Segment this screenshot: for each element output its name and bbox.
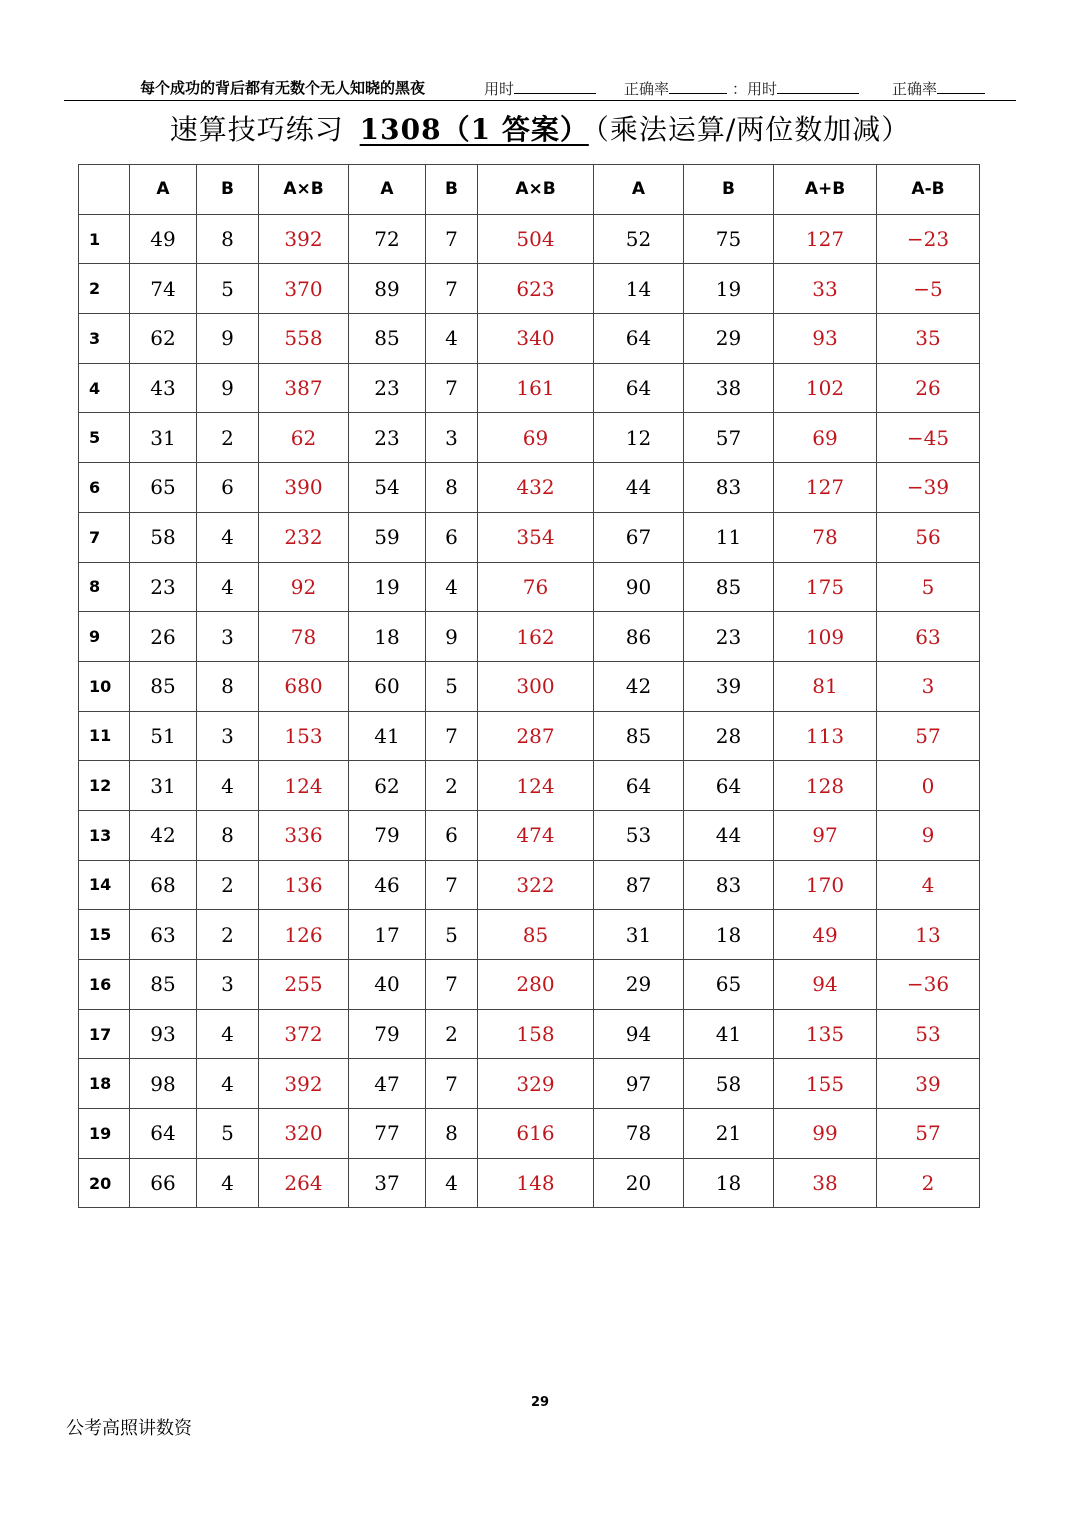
operand-cell: 12 <box>594 413 684 463</box>
operand-cell: 8 <box>197 214 259 264</box>
operand-cell: 2 <box>197 413 259 463</box>
operand-cell: 64 <box>684 761 774 811</box>
answer-cell: 126 <box>259 910 349 960</box>
row-number: 11 <box>79 711 130 761</box>
operand-cell: 89 <box>349 264 426 314</box>
operand-cell: 28 <box>684 711 774 761</box>
operand-cell: 64 <box>594 314 684 364</box>
table-body <box>79 214 980 1208</box>
operand-cell: 52 <box>594 214 684 264</box>
operand-cell: 6 <box>426 512 478 562</box>
answer-cell: 232 <box>259 512 349 562</box>
operand-cell: 53 <box>594 810 684 860</box>
answer-cell: 97 <box>774 810 877 860</box>
answer-cell: 127 <box>774 463 877 513</box>
answer-cell: 49 <box>774 910 877 960</box>
answer-cell: 432 <box>478 463 594 513</box>
operand-cell: 9 <box>197 363 259 413</box>
answer-cell: 69 <box>774 413 877 463</box>
operand-cell: 23 <box>349 363 426 413</box>
answer-cell: 94 <box>774 960 877 1010</box>
row-number: 19 <box>79 1109 130 1159</box>
column-header: A <box>349 165 426 215</box>
operand-cell: 65 <box>684 960 774 1010</box>
operand-cell: 18 <box>349 612 426 662</box>
operand-cell: 31 <box>130 413 197 463</box>
answer-cell: 13 <box>877 910 980 960</box>
answer-cell: 3 <box>877 661 980 711</box>
operand-cell: 5 <box>197 1109 259 1159</box>
accuracy-field-1 <box>624 78 727 99</box>
accuracy-label-1: 正确率 <box>624 80 670 98</box>
answer-cell: −36 <box>877 960 980 1010</box>
operand-cell: 8 <box>197 661 259 711</box>
operand-cell: 23 <box>349 413 426 463</box>
time-label-2: 用时 <box>747 80 778 98</box>
row-number: 17 <box>79 1009 130 1059</box>
operand-cell: 20 <box>594 1158 684 1208</box>
answer-cell: 287 <box>478 711 594 761</box>
answer-cell: −39 <box>877 463 980 513</box>
operand-cell: 29 <box>684 314 774 364</box>
operand-cell: 4 <box>197 1009 259 1059</box>
operand-cell: 3 <box>197 612 259 662</box>
operand-cell: 47 <box>349 1059 426 1109</box>
row-number: 5 <box>79 413 130 463</box>
operand-cell: 98 <box>130 1059 197 1109</box>
operand-cell: 37 <box>349 1158 426 1208</box>
row-number: 20 <box>79 1158 130 1208</box>
row-number: 4 <box>79 363 130 413</box>
row-number: 14 <box>79 860 130 910</box>
operand-cell: 29 <box>594 960 684 1010</box>
table-row <box>79 562 980 612</box>
answer-cell: 680 <box>259 661 349 711</box>
operand-cell: 4 <box>426 1158 478 1208</box>
operand-cell: 5 <box>426 661 478 711</box>
accuracy-field-2 <box>892 78 985 99</box>
time-label-1: 用时 <box>484 80 515 98</box>
operand-cell: 19 <box>349 562 426 612</box>
operand-cell: 85 <box>349 314 426 364</box>
answer-cell: 39 <box>877 1059 980 1109</box>
answer-cell: 76 <box>478 562 594 612</box>
row-number: 3 <box>79 314 130 364</box>
answer-cell: 390 <box>259 463 349 513</box>
operand-cell: 65 <box>130 463 197 513</box>
answer-cell: 128 <box>774 761 877 811</box>
header-motto: 每个成功的背后都有无数个无人知晓的黑夜 <box>140 79 426 97</box>
table-row <box>79 413 980 463</box>
table-header-row <box>79 165 980 215</box>
answer-cell: 170 <box>774 860 877 910</box>
operand-cell: 54 <box>349 463 426 513</box>
operand-cell: 2 <box>426 761 478 811</box>
operand-cell: 57 <box>684 413 774 463</box>
operand-cell: 42 <box>594 661 684 711</box>
answer-cell: 392 <box>259 1059 349 1109</box>
answer-cell: 372 <box>259 1009 349 1059</box>
answer-cell: 2 <box>877 1158 980 1208</box>
operand-cell: 74 <box>130 264 197 314</box>
answer-cell: 35 <box>877 314 980 364</box>
answer-cell: 93 <box>774 314 877 364</box>
table-row <box>79 463 980 513</box>
operand-cell: 14 <box>594 264 684 314</box>
operand-cell: 49 <box>130 214 197 264</box>
answer-cell: −45 <box>877 413 980 463</box>
operand-cell: 67 <box>594 512 684 562</box>
operand-cell: 78 <box>594 1109 684 1159</box>
operand-cell: 90 <box>594 562 684 612</box>
table-row <box>79 363 980 413</box>
answer-cell: 5 <box>877 562 980 612</box>
page-number: 29 <box>530 1395 550 1410</box>
column-header: B <box>197 165 259 215</box>
operand-cell: 4 <box>197 512 259 562</box>
operand-cell: 3 <box>197 960 259 1010</box>
operand-cell: 85 <box>594 711 684 761</box>
operand-cell: 41 <box>349 711 426 761</box>
operand-cell: 9 <box>197 314 259 364</box>
operand-cell: 63 <box>130 910 197 960</box>
table-row <box>79 512 980 562</box>
operand-cell: 8 <box>197 810 259 860</box>
answer-cell: 387 <box>259 363 349 413</box>
answer-cell: 0 <box>877 761 980 811</box>
answer-cell: 102 <box>774 363 877 413</box>
page-header <box>64 76 1016 101</box>
operand-cell: 21 <box>684 1109 774 1159</box>
answer-cell: 474 <box>478 810 594 860</box>
answer-cell: 99 <box>774 1109 877 1159</box>
table-row <box>79 264 980 314</box>
operand-cell: 4 <box>197 761 259 811</box>
operand-cell: 4 <box>197 1059 259 1109</box>
operand-cell: 77 <box>349 1109 426 1159</box>
answer-cell: 78 <box>259 612 349 662</box>
answer-cell: 616 <box>478 1109 594 1159</box>
operand-cell: 4 <box>197 562 259 612</box>
table-row <box>79 661 980 711</box>
operand-cell: 7 <box>426 960 478 1010</box>
operand-cell: 6 <box>197 463 259 513</box>
table-row <box>79 761 980 811</box>
answer-cell: 69 <box>478 413 594 463</box>
operand-cell: 60 <box>349 661 426 711</box>
operand-cell: 68 <box>130 860 197 910</box>
operand-cell: 85 <box>684 562 774 612</box>
header-separator: ： <box>732 80 748 98</box>
answer-cell: 26 <box>877 363 980 413</box>
operand-cell: 8 <box>426 463 478 513</box>
answer-cell: 136 <box>259 860 349 910</box>
operand-cell: 62 <box>130 314 197 364</box>
answer-cell: 81 <box>774 661 877 711</box>
operand-cell: 3 <box>426 413 478 463</box>
operand-cell: 31 <box>130 761 197 811</box>
table-row <box>79 314 980 364</box>
operand-cell: 85 <box>130 661 197 711</box>
operand-cell: 17 <box>349 910 426 960</box>
table-row <box>79 214 980 264</box>
page-title <box>0 108 1080 148</box>
answer-cell: 57 <box>877 1109 980 1159</box>
operand-cell: 40 <box>349 960 426 1010</box>
column-header: A+B <box>774 165 877 215</box>
table-row <box>79 1158 980 1208</box>
title-suffix: （乘法运算/两位数加减） <box>594 113 911 146</box>
operand-cell: 3 <box>197 711 259 761</box>
answer-cell: −5 <box>877 264 980 314</box>
table-row <box>79 1109 980 1159</box>
table-row <box>79 612 980 662</box>
operand-cell: 79 <box>349 1009 426 1059</box>
operand-cell: 93 <box>130 1009 197 1059</box>
operand-cell: 51 <box>130 711 197 761</box>
operand-cell: 72 <box>349 214 426 264</box>
title-number: 1308（1 答案） <box>359 113 589 146</box>
column-header: A <box>594 165 684 215</box>
operand-cell: 2 <box>197 860 259 910</box>
operand-cell: 44 <box>684 810 774 860</box>
answer-cell: 85 <box>478 910 594 960</box>
operand-cell: 7 <box>426 1059 478 1109</box>
operand-cell: 66 <box>130 1158 197 1208</box>
operand-cell: 26 <box>130 612 197 662</box>
answer-cell: 175 <box>774 562 877 612</box>
column-header <box>79 165 130 215</box>
table-row <box>79 1009 980 1059</box>
column-header: A-B <box>877 165 980 215</box>
answer-cell: 92 <box>259 562 349 612</box>
row-number: 13 <box>79 810 130 860</box>
answer-cell: 33 <box>774 264 877 314</box>
answer-cell: 4 <box>877 860 980 910</box>
answer-cell: 161 <box>478 363 594 413</box>
table-row <box>79 910 980 960</box>
column-header: B <box>426 165 478 215</box>
operand-cell: 2 <box>426 1009 478 1059</box>
time-field-1 <box>484 78 596 99</box>
operand-cell: 41 <box>684 1009 774 1059</box>
operand-cell: 64 <box>130 1109 197 1159</box>
operand-cell: 38 <box>684 363 774 413</box>
operand-cell: 62 <box>349 761 426 811</box>
time-blank-2 <box>777 79 859 94</box>
row-number: 6 <box>79 463 130 513</box>
operand-cell: 4 <box>197 1158 259 1208</box>
answer-cell: 255 <box>259 960 349 1010</box>
operand-cell: 83 <box>684 463 774 513</box>
answer-cell: 300 <box>478 661 594 711</box>
row-number: 12 <box>79 761 130 811</box>
operand-cell: 4 <box>426 562 478 612</box>
column-header: A <box>130 165 197 215</box>
operand-cell: 18 <box>684 910 774 960</box>
operand-cell: 7 <box>426 264 478 314</box>
operand-cell: 19 <box>684 264 774 314</box>
answer-cell: 558 <box>259 314 349 364</box>
answer-cell: 340 <box>478 314 594 364</box>
operand-cell: 59 <box>349 512 426 562</box>
answer-cell: 392 <box>259 214 349 264</box>
operand-cell: 23 <box>130 562 197 612</box>
answer-cell: 57 <box>877 711 980 761</box>
answer-cell: 623 <box>478 264 594 314</box>
column-header: B <box>684 165 774 215</box>
operand-cell: 46 <box>349 860 426 910</box>
row-number: 7 <box>79 512 130 562</box>
answer-cell: 320 <box>259 1109 349 1159</box>
accuracy-blank-1 <box>669 79 727 94</box>
answer-cell: 329 <box>478 1059 594 1109</box>
answer-cell: 38 <box>774 1158 877 1208</box>
operand-cell: 9 <box>426 612 478 662</box>
operand-cell: 79 <box>349 810 426 860</box>
operand-cell: 58 <box>684 1059 774 1109</box>
operand-cell: 44 <box>594 463 684 513</box>
answer-cell: 148 <box>478 1158 594 1208</box>
accuracy-label-2: 正确率 <box>892 80 938 98</box>
operand-cell: 31 <box>594 910 684 960</box>
answer-cell: 78 <box>774 512 877 562</box>
row-number: 9 <box>79 612 130 662</box>
answer-cell: 280 <box>478 960 594 1010</box>
operand-cell: 85 <box>130 960 197 1010</box>
answer-cell: 354 <box>478 512 594 562</box>
operand-cell: 58 <box>130 512 197 562</box>
answer-cell: 336 <box>259 810 349 860</box>
time-blank-1 <box>514 79 596 94</box>
operand-cell: 42 <box>130 810 197 860</box>
answer-cell: 62 <box>259 413 349 463</box>
table-row <box>79 810 980 860</box>
operand-cell: 7 <box>426 214 478 264</box>
operand-cell: 11 <box>684 512 774 562</box>
row-number: 15 <box>79 910 130 960</box>
answer-cell: 153 <box>259 711 349 761</box>
answer-cell: 370 <box>259 264 349 314</box>
operand-cell: 7 <box>426 860 478 910</box>
operand-cell: 87 <box>594 860 684 910</box>
operand-cell: 7 <box>426 711 478 761</box>
operand-cell: 97 <box>594 1059 684 1109</box>
operand-cell: 7 <box>426 363 478 413</box>
answer-cell: 56 <box>877 512 980 562</box>
answer-cell: 113 <box>774 711 877 761</box>
accuracy-blank-2 <box>937 79 985 94</box>
answer-cell: 155 <box>774 1059 877 1109</box>
operand-cell: 2 <box>197 910 259 960</box>
answer-cell: 127 <box>774 214 877 264</box>
answer-cell: 9 <box>877 810 980 860</box>
exercise-table <box>78 164 980 1208</box>
operand-cell: 43 <box>130 363 197 413</box>
column-header: A×B <box>259 165 349 215</box>
answer-cell: 162 <box>478 612 594 662</box>
operand-cell: 6 <box>426 810 478 860</box>
operand-cell: 23 <box>684 612 774 662</box>
table-row <box>79 1059 980 1109</box>
answer-cell: 109 <box>774 612 877 662</box>
answer-cell: 124 <box>478 761 594 811</box>
operand-cell: 5 <box>426 910 478 960</box>
row-number: 2 <box>79 264 130 314</box>
answer-cell: 158 <box>478 1009 594 1059</box>
time-field-2 <box>732 78 859 99</box>
table-row <box>79 960 980 1010</box>
row-number: 10 <box>79 661 130 711</box>
answer-cell: 504 <box>478 214 594 264</box>
row-number: 8 <box>79 562 130 612</box>
operand-cell: 8 <box>426 1109 478 1159</box>
table-row <box>79 860 980 910</box>
operand-cell: 94 <box>594 1009 684 1059</box>
title-prefix: 速算技巧练习 <box>169 113 344 146</box>
answer-cell: 63 <box>877 612 980 662</box>
answer-cell: 53 <box>877 1009 980 1059</box>
answer-cell: 322 <box>478 860 594 910</box>
answer-cell: 135 <box>774 1009 877 1059</box>
operand-cell: 86 <box>594 612 684 662</box>
answer-cell: −23 <box>877 214 980 264</box>
operand-cell: 4 <box>426 314 478 364</box>
operand-cell: 75 <box>684 214 774 264</box>
row-number: 16 <box>79 960 130 1010</box>
row-number: 1 <box>79 214 130 264</box>
row-number: 18 <box>79 1059 130 1109</box>
operand-cell: 18 <box>684 1158 774 1208</box>
footer-brand: 公考高照讲数资 <box>66 1418 192 1439</box>
operand-cell: 64 <box>594 363 684 413</box>
operand-cell: 64 <box>594 761 684 811</box>
operand-cell: 39 <box>684 661 774 711</box>
answer-cell: 264 <box>259 1158 349 1208</box>
answer-cell: 124 <box>259 761 349 811</box>
table-row <box>79 711 980 761</box>
column-header: A×B <box>478 165 594 215</box>
operand-cell: 83 <box>684 860 774 910</box>
operand-cell: 5 <box>197 264 259 314</box>
